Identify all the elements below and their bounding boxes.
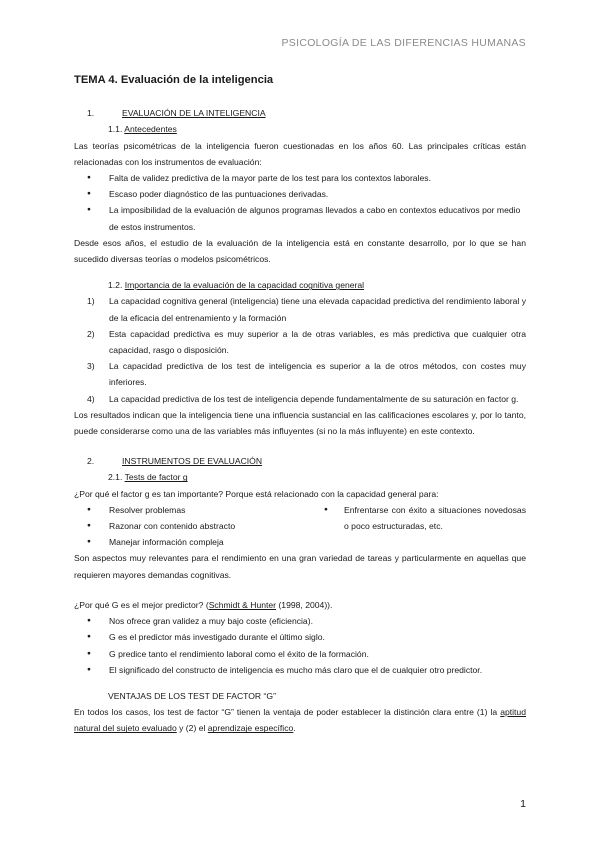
section-title: EVALUACIÓN DE LA INTELIGENCIA — [122, 108, 266, 119]
section-number: 2. — [87, 456, 95, 467]
list-item: ● Nos ofrece gran validez a muy bajo coste (eficiencia). — [74, 613, 526, 629]
question-text: ¿Por qué G es el mejor predictor? ( — [74, 599, 209, 610]
list-item: ● El significado del constructo de inteligencia es mucho más claro que el de cualquier otro predictor. — [74, 662, 526, 678]
subheading: VENTAJAS DE LOS TEST DE FACTOR “G” — [108, 690, 276, 701]
section-number: 1. — [87, 108, 95, 119]
question — [74, 597, 526, 613]
list-text: La capacidad predictiva de los test de inteligencia depende fundamentalmente de su saturación en factor g. — [109, 393, 519, 404]
section-2-heading — [87, 453, 526, 469]
paragraph: Las teorías psicométricas de la inteligencia fueron cuestionadas en los años 60. Las principales críticas están relacionadas con los instrumentos de evaluación: — [74, 140, 526, 167]
section-title: INSTRUMENTOS DE EVALUACIÓN — [122, 456, 263, 467]
page-content — [74, 68, 526, 737]
bullet-list — [74, 502, 324, 551]
underlined-term: aprendizaje específico — [207, 723, 294, 734]
paragraph-text: y (2) el — [176, 723, 208, 734]
subsection-title: Importancia de la evaluación de la capacidad cognitiva general — [124, 280, 365, 291]
page-title: TEMA 4. Evaluación de la inteligencia — [74, 74, 274, 86]
subsection-title: Antecedentes — [124, 124, 177, 135]
paragraph: Los resultados indican que la inteligencia tiene una influencia sustancial en las calificaciones escolares y, por lo tanto, puede considerarse como una de las variables más influyentes (si no la más influyente) en este contexto. — [74, 409, 526, 437]
paragraph-text: En todos los casos, los test de factor “G” tienen la ventaja de poder establecer la distinción clara entre (1) la — [74, 707, 501, 718]
bullet-list — [74, 613, 526, 678]
column-right — [324, 502, 526, 551]
subsection-2-1-heading — [108, 469, 526, 485]
list-item: ● G es el predictor más investigado durante el último siglo. — [74, 629, 526, 645]
paragraph: Desde esos años, el estudio de la evaluación de la inteligencia está en constante desarrollo, por lo que se han sucedido diversas teorías o modelos psicométricos. — [74, 237, 526, 265]
list-number: 1) — [87, 296, 95, 307]
subsection-title: Tests de factor g — [124, 472, 188, 483]
list-number: 4) — [87, 393, 95, 404]
list-text: La capacidad cognitiva general (inteligencia) tiene una elevada capacidad predictiva del rendimiento laboral y de la eficacia del entrenamiento y la formación — [109, 296, 526, 323]
list-item: ● Manejar información compleja — [74, 534, 324, 550]
list-text: Esta capacidad predictiva es muy superior a la de otras variables, es más predictiva que cualquier otra capacidad, rasgo o disposición. — [109, 328, 526, 356]
list-item — [74, 293, 526, 325]
paragraph-text: . — [293, 723, 296, 734]
list-item: ● Razonar con contenido abstracto — [74, 518, 324, 534]
list-item: ● Resolver problemas — [74, 502, 324, 518]
two-column-list — [74, 502, 526, 551]
list-item — [74, 358, 526, 390]
list-number: 3) — [87, 361, 95, 372]
paragraph — [74, 704, 526, 736]
list-text: La capacidad predictiva de los test de inteligencia es superior a la de otros métodos, con costes muy inferiores. — [109, 361, 526, 388]
subsection-number: 1.2. — [108, 280, 123, 291]
bullet-list — [74, 170, 526, 235]
page-number: 1 — [520, 798, 526, 810]
question-text: (1998, 2004)). — [276, 599, 333, 610]
list-item: ● La imposibilidad de la evaluación de algunos programas llevados a cabo en contextos educativos por medio de estos instrumentos. — [74, 202, 526, 234]
citation-link[interactable]: Schmidt & Hunter — [208, 599, 277, 610]
list-item — [74, 326, 526, 358]
section-1-heading — [87, 105, 526, 121]
underlined-term: aptitud natural del sujeto evaluado — [74, 707, 526, 734]
bullet-list — [324, 502, 526, 534]
list-item: ● Falta de validez predictiva de la mayor parte de los test para los contextos laborales. — [74, 170, 526, 186]
subsection-number: 2.1. — [108, 472, 123, 483]
question: ¿Por qué el factor g es tan importante? Porque está relacionado con la capacidad general para: — [74, 488, 439, 499]
column-left — [74, 502, 324, 551]
list-item: ● Escaso poder diagnóstico de las puntuaciones derivadas. — [74, 186, 526, 202]
subsection-1-1-heading — [108, 121, 526, 137]
list-item: ● Enfrentarse con éxito a situaciones novedosas o poco estructuradas, etc. — [324, 502, 526, 534]
subsection-1-2-heading — [108, 277, 526, 293]
list-item: ● G predice tanto el rendimiento laboral como el éxito de la formación. — [74, 646, 526, 662]
numbered-list — [74, 293, 526, 406]
running-header: PSICOLOGÍA DE LAS DIFERENCIAS HUMANAS — [281, 37, 526, 49]
list-item — [74, 391, 526, 407]
paragraph: Son aspectos muy relevantes para el rendimiento en una gran variedad de tareas y particularmente en aquellas que requieren mayores demandas cognitivas. — [74, 553, 526, 580]
list-number: 2) — [87, 328, 95, 339]
subsection-number: 1.1. — [108, 124, 123, 135]
